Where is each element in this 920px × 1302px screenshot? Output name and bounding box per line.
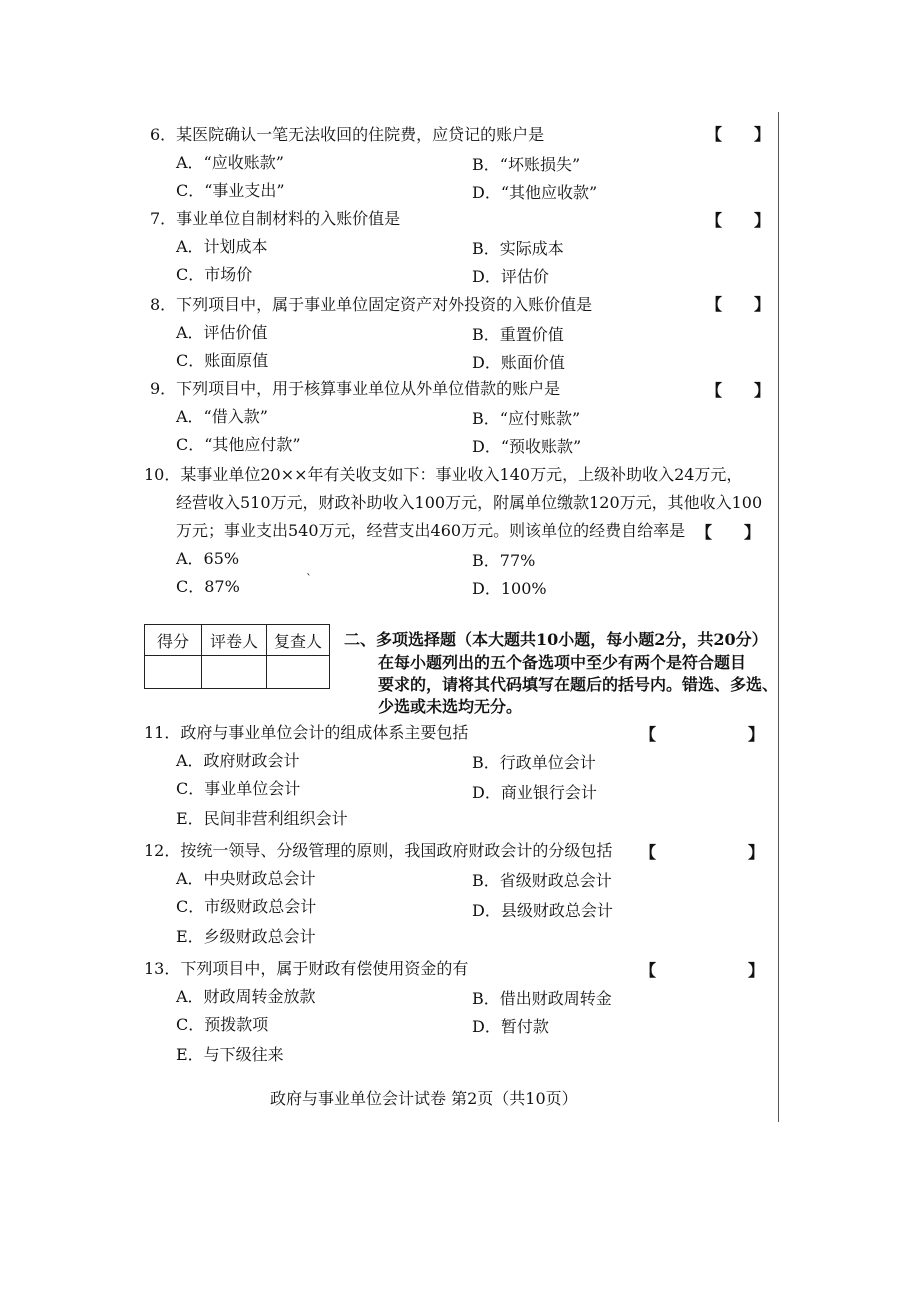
score-header-score: 得分 bbox=[145, 625, 202, 656]
question-10-option-c: C．87% bbox=[176, 577, 240, 596]
question-13-option-b: B．借出财政周转金 bbox=[472, 989, 612, 1008]
section-2-instructions-line-2: 要求的，请将其代码填写在题后的括号内。错选、多选、 bbox=[378, 675, 779, 694]
question-11-option-d: D．商业银行会计 bbox=[472, 783, 597, 802]
question-12-option-e: E．乡级财政总会计 bbox=[176, 927, 316, 946]
question-8-option-b: B．重置价值 bbox=[472, 325, 564, 344]
question-8-option-d: D．账面价值 bbox=[472, 353, 565, 372]
question-8-option-c: C．账面原值 bbox=[176, 351, 269, 370]
score-cell[interactable] bbox=[145, 656, 202, 689]
question-13-option-e: E．与下级往来 bbox=[176, 1045, 284, 1064]
question-9-option-b: B．“应付账款” bbox=[472, 409, 581, 428]
score-table-entry-row bbox=[145, 656, 330, 689]
question-7-option-b: B．实际成本 bbox=[472, 239, 564, 258]
question-9-option-c: C．“其他应付款” bbox=[176, 435, 301, 454]
section-2-title: 二、多项选择题（本大题共10小题，每小题2分，共20分） bbox=[344, 630, 768, 649]
question-12-option-b: B．省级财政总会计 bbox=[472, 871, 612, 890]
reviewer-cell[interactable] bbox=[267, 656, 330, 689]
page-edge-rule bbox=[778, 112, 779, 1122]
question-11-option-b: B．行政单位会计 bbox=[472, 753, 596, 772]
score-table bbox=[144, 624, 330, 689]
grader-cell[interactable] bbox=[202, 656, 267, 689]
question-8-option-a: A．评估价值 bbox=[176, 323, 268, 342]
question-13-bracket-close: 】 bbox=[748, 961, 765, 980]
question-10-answer-bracket[interactable]: 【 】 bbox=[696, 523, 761, 542]
score-header-reviewer: 复查人 bbox=[267, 625, 330, 656]
question-11-option-e: E．民间非营利组织会计 bbox=[176, 809, 348, 828]
question-12-option-a: A．中央财政总会计 bbox=[176, 869, 316, 888]
question-13-option-a: A．财政周转金放款 bbox=[176, 987, 316, 1006]
score-table-header-row bbox=[145, 625, 330, 656]
question-12-bracket-open[interactable]: 【 bbox=[640, 843, 657, 862]
question-9-stem: 9．下列项目中，用于核算事业单位从外单位借款的账户是 bbox=[150, 379, 561, 398]
question-7-option-d: D．评估价 bbox=[472, 267, 549, 286]
question-7-option-a: A．计划成本 bbox=[176, 237, 268, 256]
question-6-option-a: A．“应收账款” bbox=[176, 153, 284, 172]
section-2-instructions-line-1: 在每小题列出的五个备选项中至少有两个是符合题目 bbox=[378, 653, 747, 672]
question-10-stem-line-1: 10．某事业单位20××年有关收支如下：事业收入140万元，上级补助收入24万元， bbox=[144, 465, 743, 484]
question-11-stem: 11．政府与事业单位会计的组成体系主要包括 bbox=[144, 723, 469, 742]
question-10-option-a: A．65% bbox=[176, 549, 240, 568]
question-13-bracket-open[interactable]: 【 bbox=[640, 961, 657, 980]
section-2-instructions bbox=[378, 652, 778, 718]
stray-scan-mark: ` bbox=[306, 572, 312, 586]
question-9-answer-bracket[interactable]: 【 】 bbox=[706, 381, 771, 400]
question-12-stem: 12．按统一领导、分级管理的原则，我国政府财政会计的分级包括 bbox=[144, 841, 613, 860]
question-6-option-b: B．“坏账损失” bbox=[472, 155, 581, 174]
question-8-stem: 8．下列项目中，属于事业单位固定资产对外投资的入账价值是 bbox=[150, 295, 593, 314]
question-7-stem: 7．事业单位自制材料的入账价值是 bbox=[150, 209, 401, 228]
question-6-option-c: C．“事业支出” bbox=[176, 181, 285, 200]
question-6-option-d: D．“其他应收款” bbox=[472, 183, 598, 202]
question-13-option-d: D．暂付款 bbox=[472, 1017, 549, 1036]
question-6-answer-bracket[interactable]: 【 】 bbox=[706, 125, 771, 144]
question-13-stem: 13．下列项目中，属于财政有偿使用资金的有 bbox=[144, 959, 469, 978]
question-10-stem-line-3: 万元；事业支出540万元，经营支出460万元。则该单位的经费自给率是 bbox=[176, 521, 686, 540]
question-13-option-c: C．预拨款项 bbox=[176, 1015, 269, 1034]
question-11-bracket-open[interactable]: 【 bbox=[640, 725, 657, 744]
question-10-stem-line-2: 经营收入510万元，财政补助收入100万元，附属单位缴款120万元，其他收入100 bbox=[176, 493, 763, 512]
question-12-option-c: C．市级财政总会计 bbox=[176, 897, 317, 916]
question-6-stem: 6．某医院确认一笔无法收回的住院费，应贷记的账户是 bbox=[150, 125, 545, 144]
question-7-answer-bracket[interactable]: 【 】 bbox=[706, 211, 771, 230]
question-11-bracket-close: 】 bbox=[748, 725, 765, 744]
question-12-bracket-close: 】 bbox=[748, 843, 765, 862]
question-11-option-c: C．事业单位会计 bbox=[176, 779, 301, 798]
question-10-option-b: B．77% bbox=[472, 551, 536, 570]
question-8-answer-bracket[interactable]: 【 】 bbox=[706, 295, 771, 314]
page-footer: 政府与事业单位会计试卷 第2页（共10页） bbox=[270, 1089, 578, 1108]
question-9-option-d: D．“预收账款” bbox=[472, 437, 582, 456]
score-header-grader: 评卷人 bbox=[202, 625, 267, 656]
question-12-option-d: D．县级财政总会计 bbox=[472, 901, 613, 920]
question-9-option-a: A．“借入款” bbox=[176, 407, 268, 426]
section-2-instructions-line-3: 少选或未选均无分。 bbox=[378, 697, 523, 716]
question-10-option-d: D．100% bbox=[472, 579, 547, 598]
question-11-option-a: A．政府财政会计 bbox=[176, 751, 300, 770]
question-7-option-c: C．市场价 bbox=[176, 265, 253, 284]
